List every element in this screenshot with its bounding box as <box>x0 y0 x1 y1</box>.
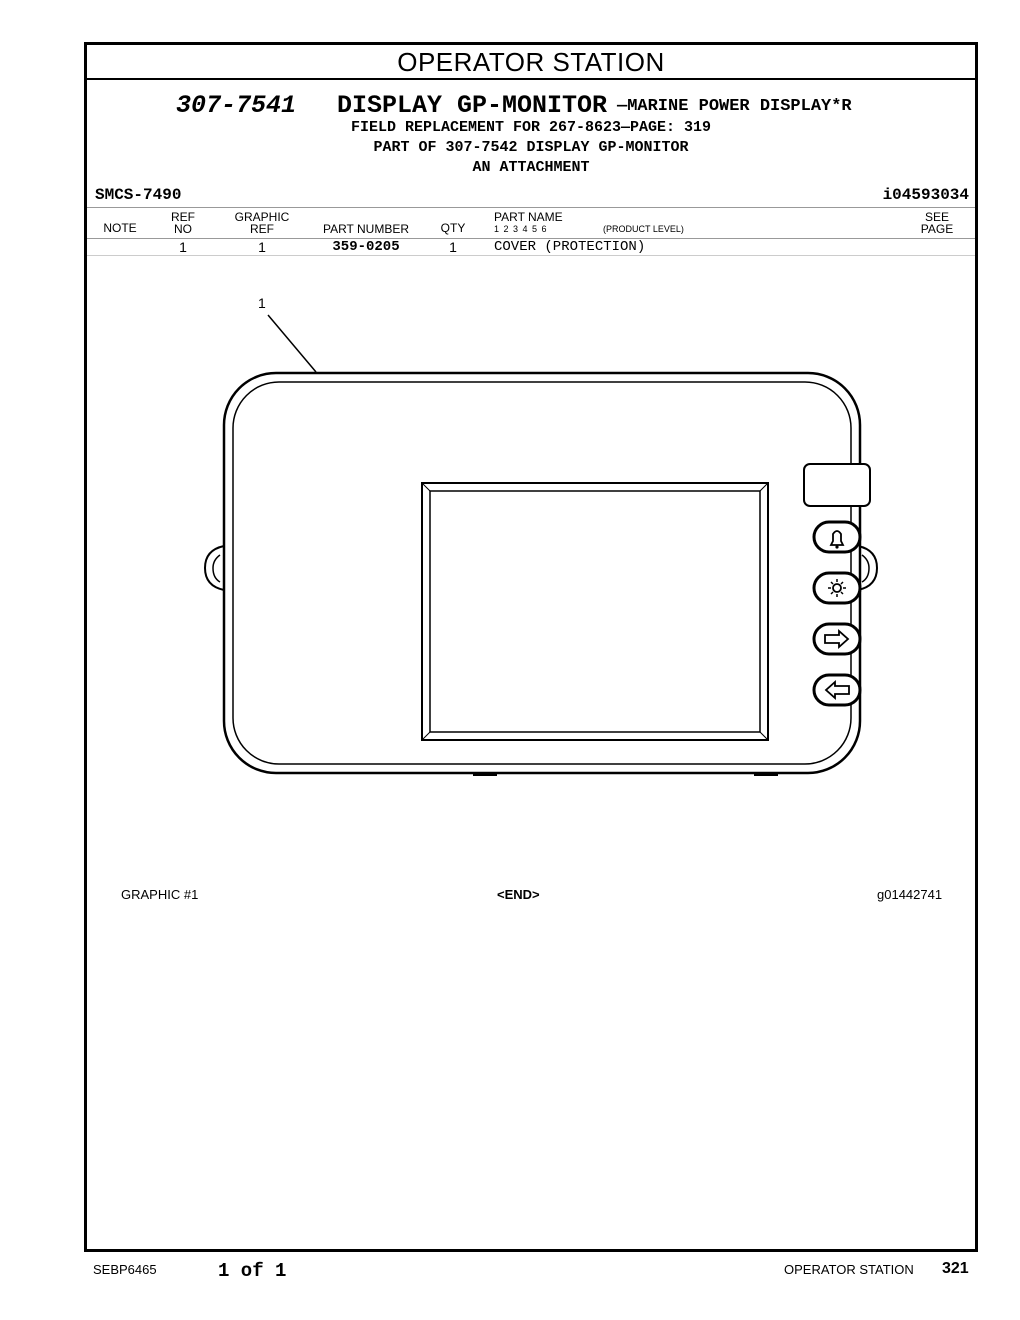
document-id: i04593034 <box>882 186 969 204</box>
attachment-line: AN ATTACHMENT <box>472 159 590 176</box>
smcs-code: SMCS-7490 <box>95 186 182 204</box>
brightness-button[interactable] <box>814 573 860 603</box>
row-ref-no: 1 <box>179 239 187 255</box>
callout-leader <box>268 315 316 372</box>
indicator-window <box>804 464 870 506</box>
col-qty: QTY <box>440 221 466 235</box>
part-of-line: PART OF 307-7542 DISPLAY GP-MONITOR <box>373 139 689 156</box>
footer-page-count: 1 of 1 <box>218 1260 287 1282</box>
col-part-name: PART NAME <box>494 210 563 224</box>
parts-table-header <box>87 207 975 239</box>
page-frame <box>84 42 978 1252</box>
callout-label: 1 <box>258 295 266 311</box>
field-replacement-line: FIELD REPLACEMENT FOR 267-8623—PAGE: 319 <box>350 119 712 136</box>
footer-doc-number: SEBP6465 <box>93 1262 157 1277</box>
col-see-top: SEE <box>924 210 949 224</box>
col-graphic-bottom: REF <box>250 222 274 236</box>
row-part-number[interactable]: 359-0205 <box>332 239 400 255</box>
footer-page-number: 321 <box>942 1260 969 1277</box>
col-ref-top: REF <box>171 210 195 224</box>
footer-section: OPERATOR STATION <box>784 1262 914 1277</box>
col-see-bottom: PAGE <box>920 222 954 236</box>
next-button[interactable] <box>814 624 860 654</box>
left-mount-tab <box>205 546 224 590</box>
table-row <box>87 239 975 256</box>
part-title: DISPLAY GP-MONITOR <box>337 91 608 120</box>
screen <box>430 491 760 732</box>
part-subtitle: —MARINE POWER DISPLAY*R <box>617 97 852 116</box>
row-part-name: COVER (PROTECTION) <box>494 239 646 255</box>
col-levels: 1 2 3 4 5 6 <box>494 224 548 234</box>
col-note: NOTE <box>103 221 137 235</box>
col-graphic-top: GRAPHIC <box>234 210 290 224</box>
section-title: OPERATOR STATION <box>87 45 975 80</box>
back-button[interactable] <box>814 675 860 705</box>
part-number-heading: 307-7541 <box>176 91 297 120</box>
end-marker: <END> <box>497 887 540 902</box>
alarm-button[interactable] <box>814 522 860 552</box>
display-monitor-illustration <box>187 285 887 825</box>
graphic-caption: GRAPHIC #1 <box>121 887 199 902</box>
col-ref-bottom: NO <box>174 222 192 236</box>
col-part-number: PART NUMBER <box>322 222 409 236</box>
graphic-id: g01442741 <box>877 887 943 902</box>
col-product-level: (PRODUCT LEVEL) <box>603 224 684 234</box>
row-qty: 1 <box>449 239 457 255</box>
row-graphic-ref: 1 <box>258 239 266 255</box>
